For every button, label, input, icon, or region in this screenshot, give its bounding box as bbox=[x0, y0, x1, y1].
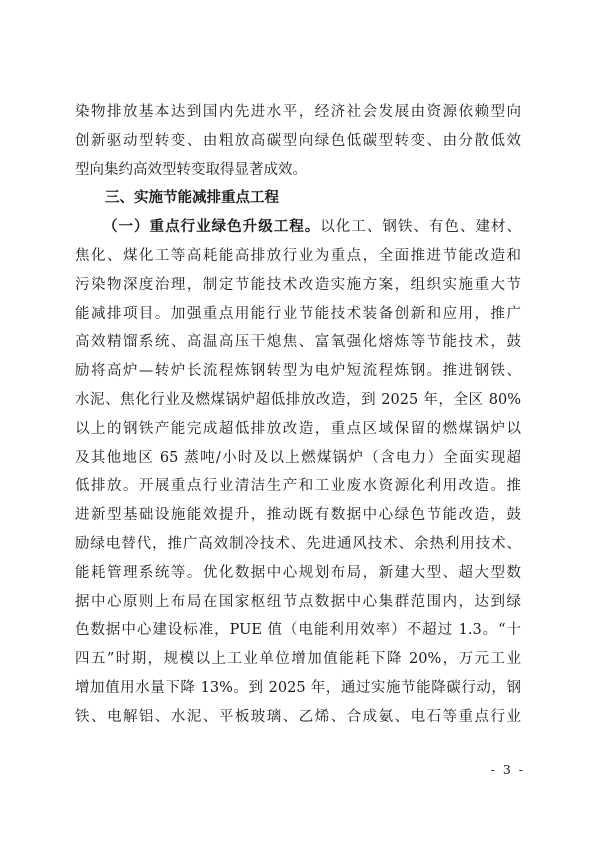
body-line: 励将高炉—转炉长流程炼钢转型为电炉短流程炼钢。推进钢铁、 bbox=[75, 363, 521, 380]
page-number: - 3 - bbox=[490, 762, 525, 777]
body-line: 高效精馏系统、高温高压干熄焦、富氧强化熔炼等节能技术，鼓 bbox=[75, 334, 521, 351]
body-line: 染物排放基本达到国内先进水平，经济社会发展由资源依赖型向 bbox=[75, 104, 521, 120]
body-line-first bbox=[75, 213, 521, 242]
body-line: 色数据中心建设标准，PUE 值（电能利用效率）不超过 1.3。“十 bbox=[75, 622, 521, 639]
body-line: 型向集约高效型转变取得显著成效。 bbox=[75, 161, 307, 178]
body-line: 及其他地区 65 蒸吨/小时及以上燃煤锅炉（含电力）全面实现超 bbox=[75, 449, 521, 466]
section-heading: 三、实施节能减排重点工程 bbox=[105, 190, 279, 207]
body-line: 焦化、煤化工等高耗能高排放行业为重点，全面推进节能改造和 bbox=[75, 247, 521, 264]
body-line: 增加值用水量下降 13%。到 2025 年，通过实施节能降碳行动，钢 bbox=[75, 679, 521, 696]
subsection-title: （一）重点行业绿色升级工程。 bbox=[103, 219, 321, 236]
body-line: 据中心原则上布局在国家枢纽节点数据中心集群范围内，达到绿 bbox=[75, 593, 521, 610]
body-line: 低排放。开展重点行业清洁生产和工业废水资源化利用改造。推 bbox=[75, 478, 521, 495]
body-line: 铁、电解铝、水泥、平板玻璃、乙烯、合成氨、电石等重点行业 bbox=[75, 708, 521, 725]
body-line: 能耗管理系统等。优化数据中心规划布局，新建大型、超大型数 bbox=[75, 564, 521, 581]
body-line: 四五”时期，规模以上工业单位增加值能耗下降 20%，万元工业 bbox=[75, 651, 521, 668]
body-line: 创新驱动型转变、由粗放高碳型向绿色低碳型转变、由分散低效 bbox=[75, 132, 521, 149]
body-line: 励绿电替代，推广高效制冷技术、先进通风技术、余热利用技术、 bbox=[75, 535, 521, 552]
body-line: 水泥、焦化行业及燃煤锅炉超低排放改造，到 2025 年，全区 80% bbox=[75, 391, 521, 408]
body-line-rest: 以化工、钢铁、有色、建材、 bbox=[320, 219, 522, 236]
page-body bbox=[75, 98, 521, 732]
body-line: 能减排项目。加强重点用能行业节能技术装备创新和应用，推广 bbox=[75, 305, 521, 322]
body-line: 污染物深度治理，制定节能技术改造实施方案，组织实施重大节 bbox=[75, 276, 521, 293]
body-line: 进新型基础设施能效提升，推动既有数据中心绿色节能改造，鼓 bbox=[75, 507, 521, 524]
body-line: 以上的钢铁产能完成超低排放改造，重点区域保留的燃煤锅炉以 bbox=[75, 420, 521, 437]
